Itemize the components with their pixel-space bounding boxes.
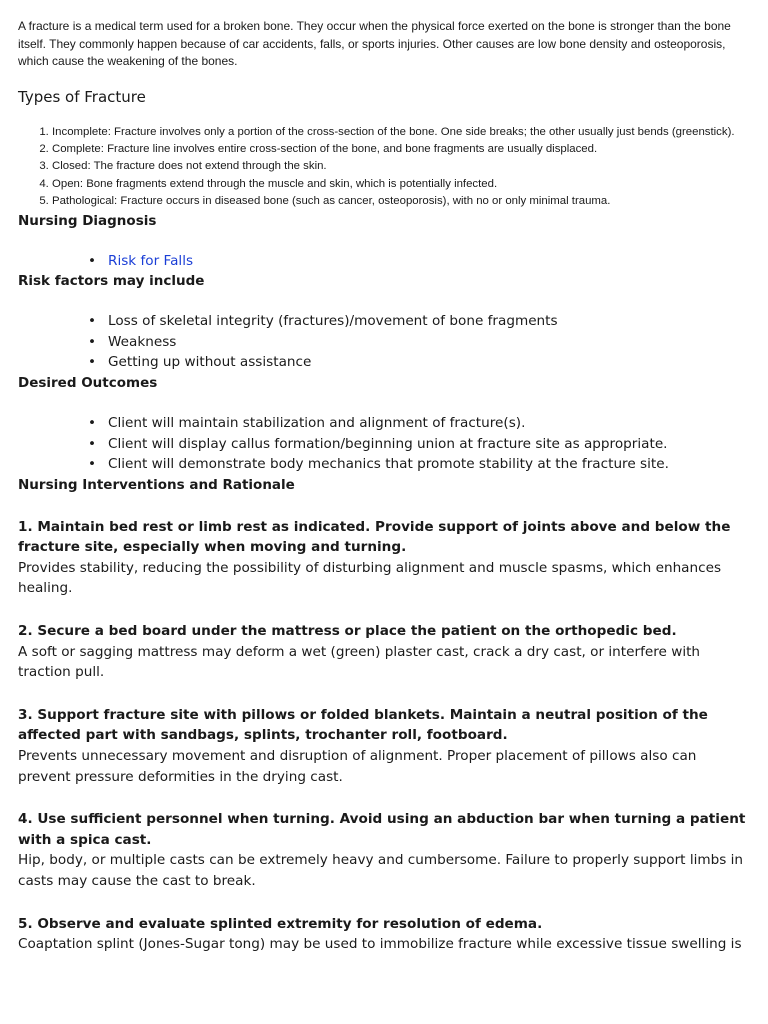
intervention-title: 1. Maintain bed rest or limb rest as indicated. Provide support of joints above and below the fracture site, especially when moving and turning. [18, 518, 731, 556]
risk-factors-heading: Risk factors may include [18, 273, 205, 290]
intervention-item [18, 517, 750, 599]
list-item: 5. Pathological: Fracture occurs in diseased bone (such as cancer, osteoporosis), with no or only minimal trauma. [52, 193, 750, 210]
list-item: • Weakness [108, 332, 750, 353]
bullet-icon: • [88, 435, 97, 452]
list-item: • Client will maintain stabilization and alignment of fracture(s). [108, 413, 750, 434]
intervention-title: 4. Use sufficient personnel when turning. Avoid using an abduction bar when turning a patient with a spica cast. [18, 811, 746, 848]
bullet-icon: • [88, 456, 97, 473]
list-item: 4. Open: Bone fragments extend through the muscle and skin, which is potentially infected. [52, 176, 750, 193]
desired-outcomes-list [18, 413, 750, 475]
intervention-rationale: Prevents unnecessary movement and disruption of alignment. Proper placement of pillows also can prevent pressure deformities in the drying cast. [18, 748, 697, 785]
nursing-diagnosis-heading: Nursing Diagnosis [18, 212, 157, 229]
risk-for-falls-link[interactable]: Risk for Falls [108, 252, 194, 269]
interventions-heading: Nursing Interventions and Rationale [18, 476, 295, 493]
bullet-icon: • [88, 354, 97, 371]
bullet-icon: • [88, 252, 97, 269]
list-item: • Getting up without assistance [108, 352, 750, 373]
intervention-item [18, 705, 750, 787]
intervention-rationale: Hip, body, or multiple casts can be extremely heavy and cumbersome. Failure to properly support limbs in casts may cause the cast to break. [18, 852, 744, 889]
types-list [18, 124, 750, 211]
bullet-icon: • [88, 333, 97, 350]
intervention-rationale: A soft or sagging mattress may deform a wet (green) plaster cast, crack a dry cast, or interfere with traction pull. [18, 643, 701, 681]
list-item: 3. Closed: The fracture does not extend through the skin. [52, 158, 750, 175]
intervention-title: 3. Support fracture site with pillows or folded blankets. Maintain a neutral position of the affected part with sandbags, splints, trochanter roll, footboard. [18, 706, 708, 744]
bullet-icon: • [88, 414, 97, 431]
intervention-title: 2. Secure a bed board under the mattress or place the patient on the orthopedic bed. [18, 623, 677, 640]
intro-paragraph: A fracture is a medical term used for a broken bone. They occur when the physical force exerted on the bone is stronger than the bone itself. They commonly happen because of car accidents, falls, or sports injuries. Other causes are low bone density and osteoporosis, which cause the weakening of the bones. [18, 19, 731, 68]
list-item: 2. Complete: Fracture line involves entire cross-section of the bone, and bone fragments are usually displaced. [52, 141, 750, 158]
list-item [88, 251, 750, 272]
intervention-title: 5. Observe and evaluate splinted extremity for resolution of edema. [18, 915, 543, 932]
document-page [18, 18, 750, 955]
bullet-icon: • [88, 313, 97, 330]
list-item: • Client will demonstrate body mechanics that promote stability at the fracture site. [108, 454, 750, 475]
nursing-diagnosis-list [18, 251, 750, 272]
list-item: • Client will display callus formation/beginning union at fracture site as appropriate. [108, 434, 750, 455]
intervention-rationale: Provides stability, reducing the possibility of disturbing alignment and muscle spasms, which enhances healing. [18, 559, 722, 597]
risk-factors-list [18, 311, 750, 373]
intervention-item [18, 621, 750, 683]
desired-outcomes-heading: Desired Outcomes [18, 374, 158, 391]
list-item: 1. Incomplete: Fracture involves only a portion of the cross-section of the bone. One side breaks; the other usually just bends (greenstick). [52, 124, 750, 141]
intervention-item [18, 809, 750, 891]
list-item: • Loss of skeletal integrity (fractures)/movement of bone fragments [108, 311, 750, 332]
intervention-item [18, 914, 750, 955]
types-heading: Types of Fracture [18, 87, 146, 106]
intervention-rationale: Coaptation splint (Jones-Sugar tong) may be used to immobilize fracture while excessive tissue swelling is [18, 936, 742, 953]
